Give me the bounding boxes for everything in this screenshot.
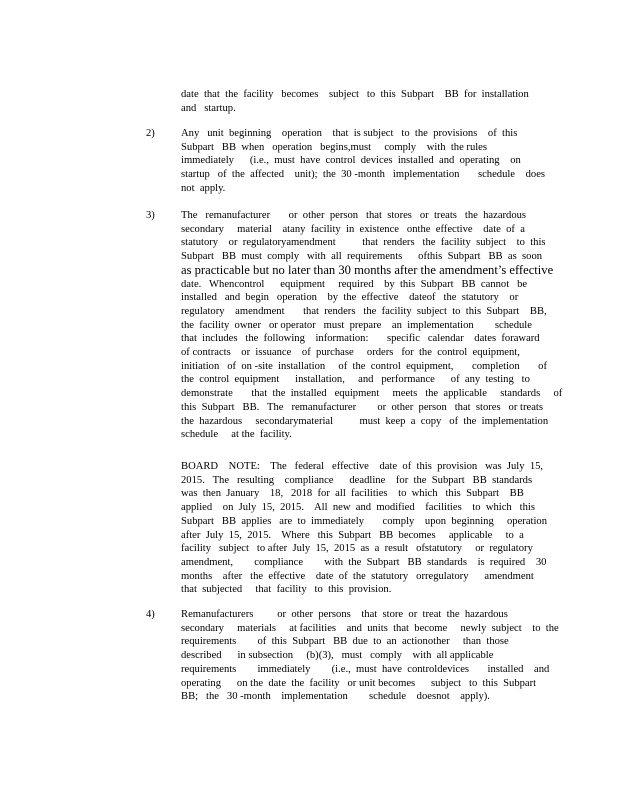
text-line: that subjected that facility to this provision.	[181, 584, 392, 596]
item-body	[181, 127, 546, 196]
text-line: regulatory amendment that renders the facility subject to this Subpart BB,	[181, 305, 547, 317]
text-line: statutory or regulatoryamendment that renders the facility subject to this	[181, 237, 546, 249]
text-line: was then January 18, 2018 for all facilities to which this Subpart BB	[181, 488, 524, 500]
text-line: and startup.	[181, 102, 236, 114]
text-line: Any unit beginning operation that is subject to the provisions of this	[181, 128, 518, 139]
text-line: The remanufacturer or other person that stores or treats the hazardous	[181, 210, 527, 221]
item-body	[181, 209, 563, 442]
text-line: date that the facility becomes subject to this Subpart BB for installation	[181, 89, 529, 100]
text-line: this Subpart BB. The remanufacturer or other person that stores or treats	[181, 401, 543, 413]
board-note	[181, 460, 548, 597]
text-line: of contracts or issuance of purchase orders for the control equipment,	[181, 347, 520, 359]
text-line: immediately (i.e., must have control devices installed and operating on	[181, 155, 521, 167]
text-line: BOARD NOTE: The federal effective date of this provision was July 15,	[181, 461, 544, 472]
text-line: Subpart BB must comply with all requirements ofthis Subpart BB as soon	[181, 251, 543, 263]
text-line: 2015. The resulting compliance deadline for the Subpart BB standards	[181, 474, 533, 486]
text-line: secondary materials at facilities and units that become newly subject to the	[181, 622, 559, 634]
text-line: installed and begin operation by the effective dateof the statutory or	[181, 292, 519, 304]
continuation-paragraph	[181, 88, 541, 115]
text-line: demonstrate that the installed equipment meets the applicable standards of	[181, 388, 563, 400]
text-line: startup of the affected unit); the 30 -month implementation schedule does	[181, 169, 546, 181]
text-line: facility subject to after July 15, 2015 as a result ofstatutory or regulatory	[181, 543, 533, 555]
text-line: Remanufacturers or other persons that store or treat the hazardous	[181, 609, 508, 620]
text-line: described in subsection (b)(3), must comply with all applicable	[181, 650, 494, 662]
text-line: requirements of this Subpart BB due to an actionother than those	[181, 636, 509, 648]
text-line: amendment, compliance with the Subpart BB standards is required 30	[181, 556, 547, 568]
text-line: the control equipment installation, and performance of any testing to	[181, 374, 530, 386]
text-line: date. Whencontrol equipment required by this Subpart BB cannot be	[181, 278, 528, 290]
text-line: that includes the following information: specific calendar dates foraward	[181, 333, 540, 345]
text-line: initiation of on -site installation of the control equipment, completion of	[181, 360, 548, 372]
item-number: 4)	[146, 609, 155, 620]
item-body	[181, 608, 559, 704]
text-line: the hazardous secondarymaterial must keep a copy of the implementation	[181, 415, 549, 427]
item-number: 3)	[146, 210, 155, 221]
text-line: the facility owner or operator must prepare an implementation schedule	[181, 319, 532, 331]
item-number: 2)	[146, 128, 155, 139]
text-line: applied on July 15, 2015. All new and modified facilities to which this	[181, 502, 535, 514]
text-line: secondary material atany facility in existence onthe effective date of a	[181, 223, 525, 235]
text-line: as practicable but no later than 30 months after the amendment’s effective	[181, 262, 554, 277]
text-line: after July 15, 2015. Where this Subpart BB becomes applicable to a	[181, 529, 524, 541]
text-line: not apply.	[181, 182, 226, 194]
text-line: months after the effective date of the statutory orregulatory amendment	[181, 570, 534, 582]
text-line: Subpart BB applies are to immediately comply upon beginning operation	[181, 515, 548, 527]
text-line: requirements immediately (i.e., must have controldevices installed and	[181, 663, 550, 675]
text-line: Subpart BB when operation begins,must comply with the rules	[181, 141, 488, 153]
text-line: BB; the 30 -month implementation schedule doesnot apply).	[181, 691, 490, 703]
text-line: operating on the date the facility or unit becomes subject to this Subpart	[181, 677, 537, 689]
text-line: schedule at the facility.	[181, 429, 292, 441]
